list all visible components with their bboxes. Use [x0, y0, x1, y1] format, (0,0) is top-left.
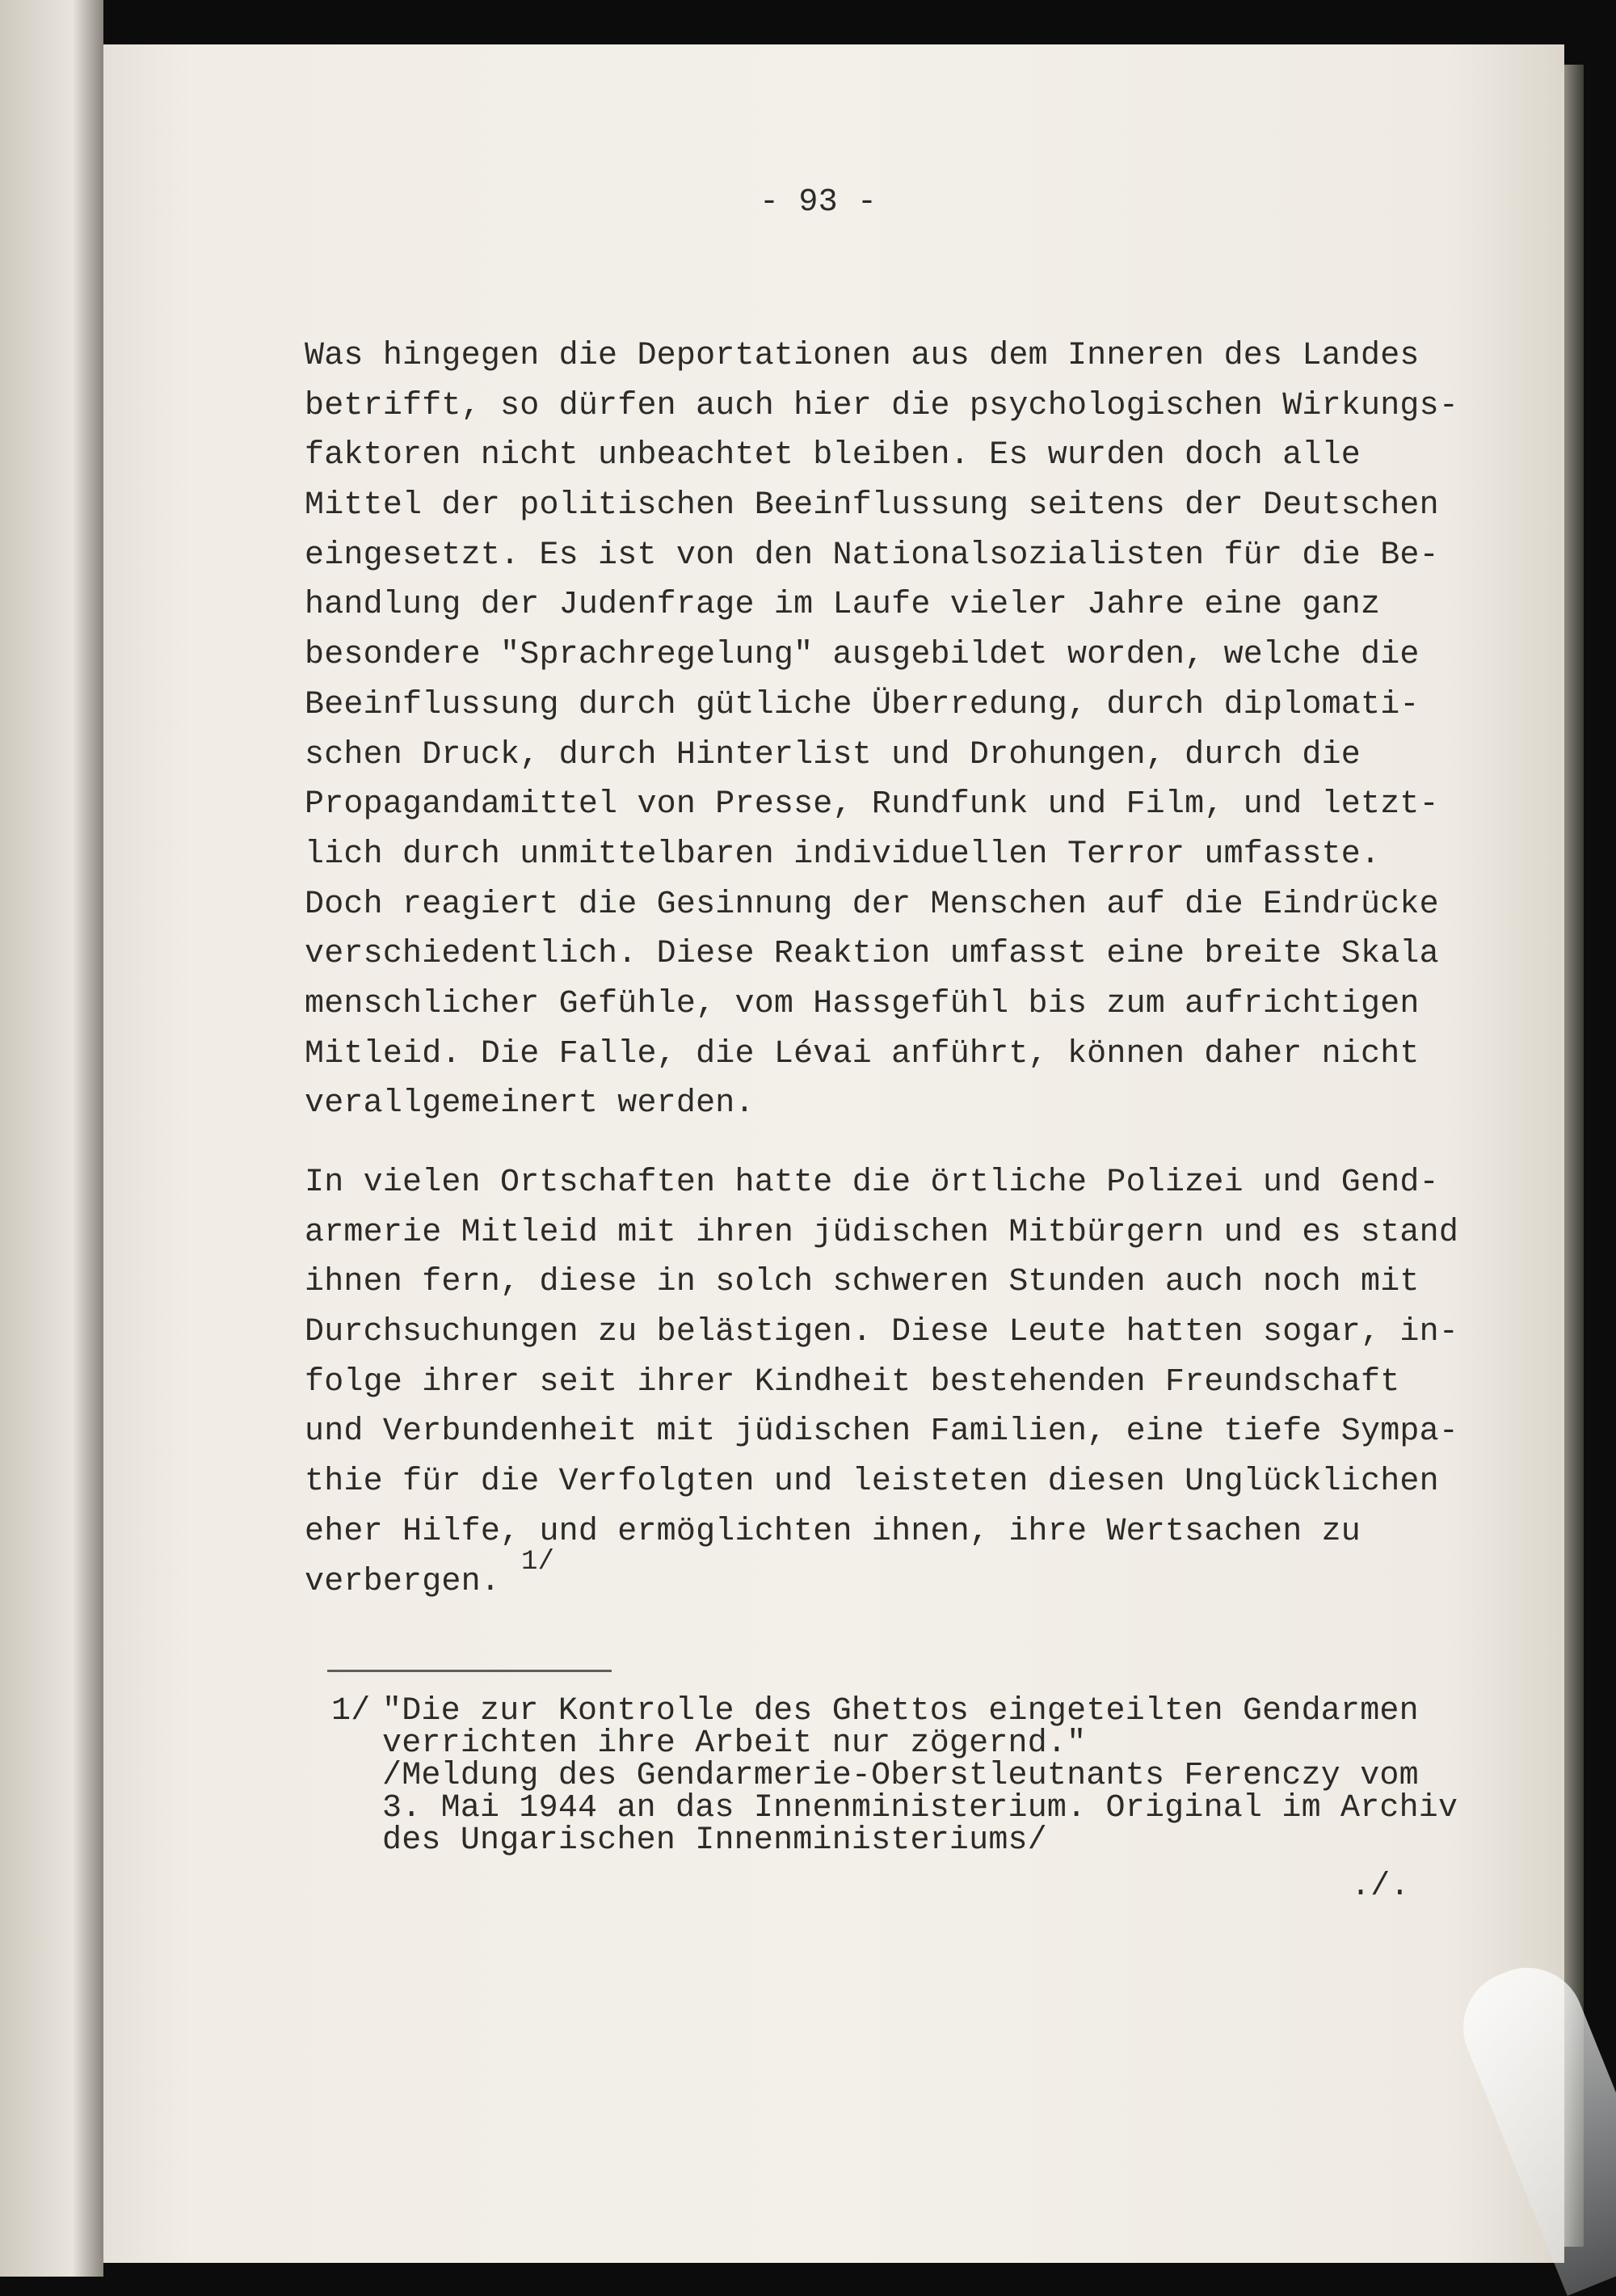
text-line: menschlicher Gefühle, vom Hassgefühl bis zum aufrichtigen	[305, 985, 1420, 1022]
text-line: betrifft, so dürfen auch hier die psychologischen Wirkungs-	[305, 387, 1459, 424]
continuation-mark: ./.	[1351, 1868, 1410, 1905]
text-line: folge ihrer seit ihrer Kindheit bestehenden Freundschaft	[305, 1363, 1400, 1401]
text-line: Mittel der politischen Beeinflussung seitens der Deutschen	[305, 487, 1439, 524]
text-line: Beeinflussung durch gütliche Überredung, durch diplomati-	[305, 686, 1420, 723]
previous-page-edge	[0, 0, 103, 2277]
footnote-reference: 1/	[521, 1546, 555, 1578]
text-line: Mitleid. Die Falle, die Lévai anführt, können daher nicht	[305, 1035, 1420, 1072]
text-line: Doch reagiert die Gesinnung der Menschen auf die Eindrücke	[305, 886, 1439, 923]
page-number: - 93 -	[760, 184, 877, 221]
text-line: verschiedentlich. Diese Reaktion umfasst eine breite Skala	[305, 936, 1439, 973]
text-line: eher Hilfe, und ermöglichten ihnen, ihre Wertsachen zu	[305, 1513, 1361, 1550]
text-line: eingesetzt. Es ist von den Nationalsozialisten für die Be-	[305, 537, 1439, 574]
book-edge	[1564, 65, 1584, 2247]
footnote-line: verrichten ihre Arbeit nur zögernd."	[382, 1725, 1087, 1762]
text-line: ihnen fern, diese in solch schweren Stunden auch noch mit	[305, 1264, 1420, 1301]
footnote-line: des Ungarischen Innenministeriums/	[382, 1822, 1047, 1859]
text-line: und Verbundenheit mit jüdischen Familien, eine tiefe Sympa-	[305, 1413, 1459, 1451]
footnote-line: "Die zur Kontrolle des Ghettos eingeteilten Gendarmen	[382, 1693, 1419, 1729]
footnote-line: /Meldung des Gendarmerie-Oberstleutnants Ferenczy vom	[382, 1758, 1419, 1794]
text-line	[305, 1546, 1458, 1607]
text-line: schen Druck, durch Hinterlist und Drohungen, durch die	[305, 736, 1361, 773]
text-line: Propagandamittel von Presse, Rundfunk und Film, und letzt-	[305, 786, 1439, 824]
footnote	[331, 1693, 1458, 1859]
text-line: In vielen Ortschaften hatte die örtliche Polizei und Gend-	[305, 1165, 1439, 1201]
text-line: thie für die Verfolgten und leisteten diesen Unglücklichen	[305, 1464, 1439, 1501]
text-line: verallgemeinert werden.	[305, 1085, 755, 1123]
text-line: faktoren nicht unbeachtet bleiben. Es wurden doch alle	[305, 437, 1361, 474]
text-line: lich durch unmittelbaren individuellen Terror umfasste.	[305, 836, 1381, 873]
body-text	[305, 331, 1458, 1607]
paragraph-1	[305, 331, 1458, 1129]
paragraph-2	[305, 1158, 1458, 1607]
footnote-mark: 1/	[331, 1693, 371, 1729]
text-line: Durchsuchungen zu belästigen. Diese Leute hatten sogar, in-	[305, 1314, 1459, 1351]
text-line-content: verbergen.	[305, 1563, 501, 1600]
text-line: armerie Mitleid mit ihren jüdischen Mitbürgern und es stand	[305, 1214, 1459, 1251]
text-line: handlung der Judenfrage im Laufe vieler Jahre eine ganz	[305, 587, 1381, 624]
text-line: Was hingegen die Deportationen aus dem Inneren des Landes	[305, 338, 1420, 374]
footnote-line: 3. Mai 1944 an das Innenministerium. Original im Archiv	[382, 1790, 1458, 1826]
footnote-separator	[327, 1670, 612, 1672]
text-line: besondere "Sprachregelung" ausgebildet worden, welche die	[305, 637, 1420, 674]
